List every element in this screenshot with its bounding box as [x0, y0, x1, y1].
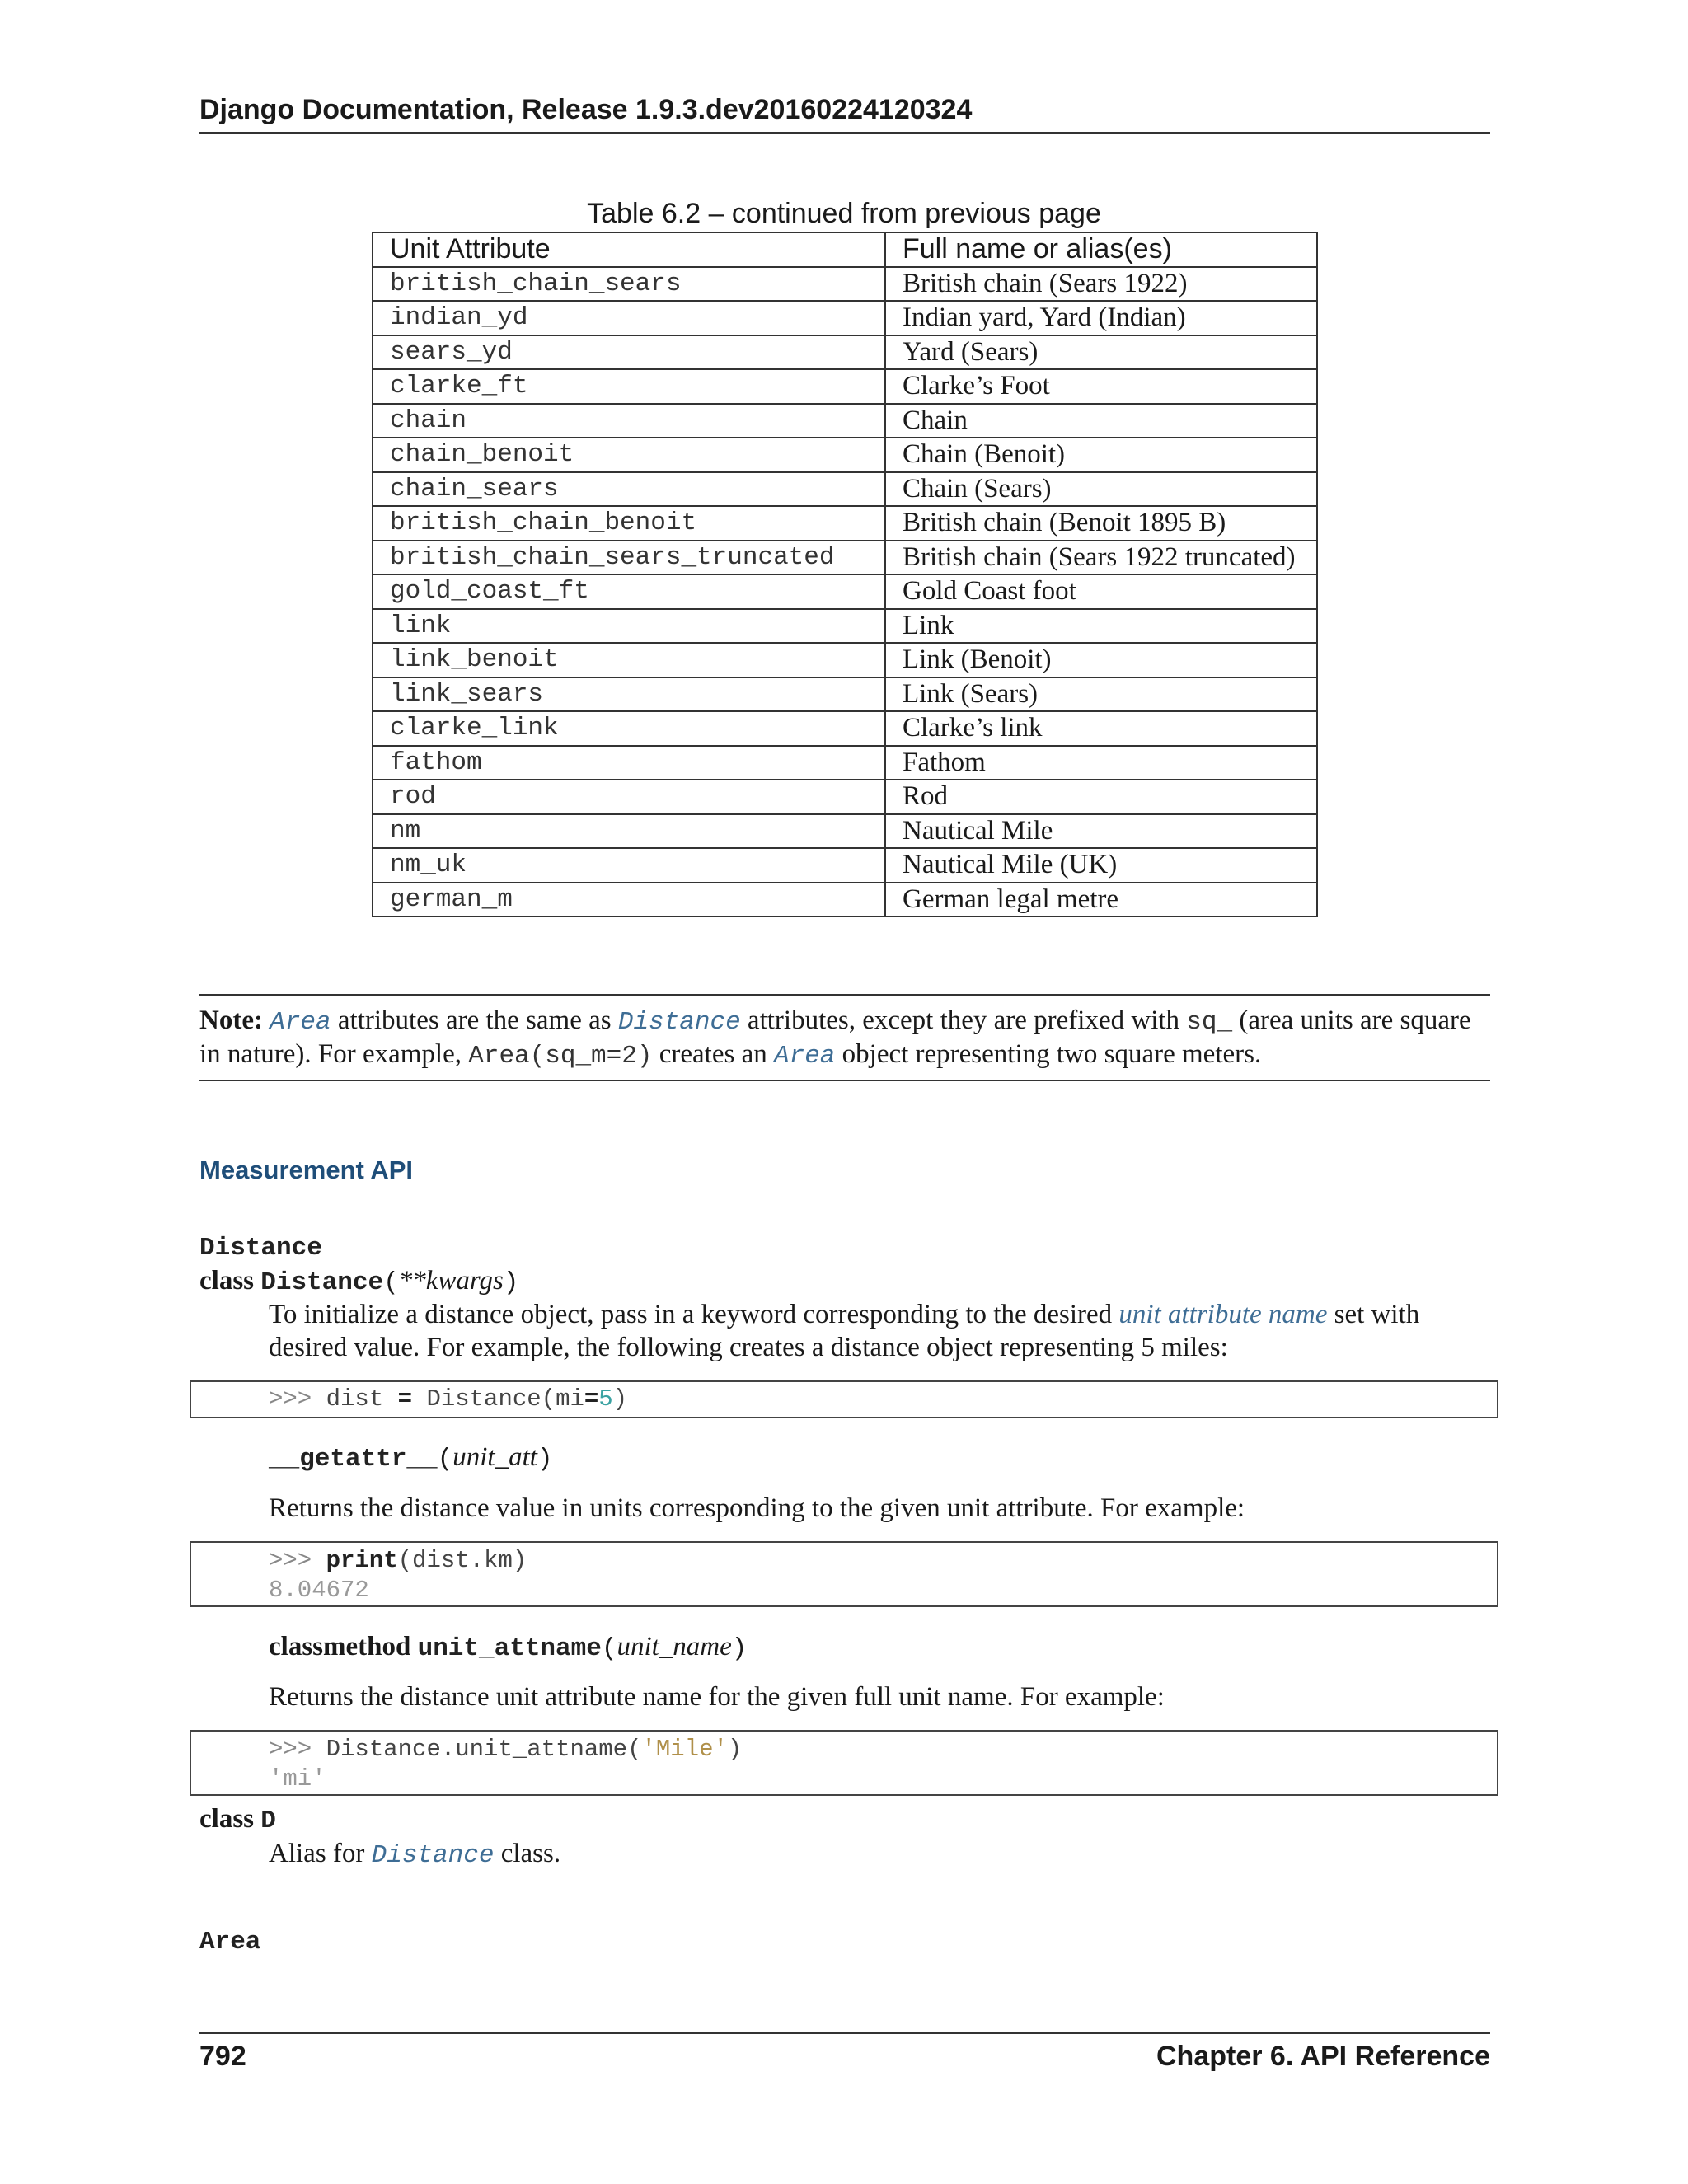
- desc-text: set with desired value. For example, the following creates a distance object representing 5 miles:: [269, 1300, 1420, 1362]
- table-row: [373, 780, 1317, 814]
- code-output: 8.04672: [269, 1577, 369, 1604]
- class-keyword: class: [199, 1804, 254, 1834]
- table-row: [373, 643, 1317, 677]
- units-table: [372, 232, 1318, 917]
- full-name-cell: Link: [885, 609, 1317, 644]
- note-label: Note:: [199, 1005, 263, 1035]
- unit-attribute-cell: chain_benoit: [373, 438, 885, 472]
- code-operator: =: [397, 1385, 413, 1413]
- unit-attribute-cell: link_benoit: [373, 643, 885, 677]
- table-row: [373, 609, 1317, 644]
- full-name-cell: Indian yard, Yard (Indian): [885, 301, 1317, 335]
- table-row: [373, 574, 1317, 609]
- distance-link[interactable]: Distance: [617, 1008, 741, 1037]
- area-title: Area: [199, 1928, 261, 1957]
- full-name-cell: Clarke’s link: [885, 711, 1317, 746]
- table-body: [373, 267, 1317, 917]
- code-text: (dist.km): [397, 1547, 528, 1574]
- method-name: __getattr__: [269, 1445, 438, 1474]
- page-footer: [199, 2032, 1490, 2082]
- note-text: attributes, except they are prefixed with: [740, 1005, 1187, 1035]
- note-text: attributes are the same as: [331, 1005, 618, 1035]
- unit-attname-signature: [269, 1632, 747, 1663]
- code-prompt: >>>: [269, 1547, 326, 1574]
- note-box: [199, 994, 1490, 1081]
- getattr-description: Returns the distance value in units corresponding to the given unit attribute. For example:: [269, 1493, 1245, 1523]
- code-operator: =: [584, 1385, 599, 1413]
- method-name: unit_attname: [417, 1634, 602, 1663]
- table-row: [373, 335, 1317, 370]
- unit-attribute-cell: german_m: [373, 883, 885, 917]
- code-text: dist: [326, 1385, 398, 1413]
- table-row: [373, 438, 1317, 472]
- code-text: Distance.unit_attname(: [326, 1736, 642, 1763]
- unit-attribute-cell: fathom: [373, 746, 885, 780]
- column-header-unit-attribute: Unit Attribute: [373, 232, 885, 267]
- full-name-cell: Clarke’s Foot: [885, 369, 1317, 404]
- alias-description: [269, 1837, 560, 1872]
- code-prompt: >>>: [269, 1736, 326, 1763]
- table-row: [373, 301, 1317, 335]
- unit-attribute-cell: british_chain_benoit: [373, 506, 885, 541]
- classmethod-keyword: classmethod: [269, 1632, 411, 1661]
- sig-paren: ): [503, 1268, 519, 1297]
- unit-attribute-cell: nm_uk: [373, 848, 885, 883]
- unit-attribute-name-link[interactable]: unit attribute name: [1118, 1300, 1328, 1329]
- method-args: unit_name: [617, 1632, 732, 1661]
- distance-signature: [199, 1264, 518, 1300]
- unit-attribute-cell: link_sears: [373, 677, 885, 712]
- table-row: [373, 814, 1317, 849]
- code-number: 5: [598, 1385, 613, 1413]
- page-number: 792: [199, 2041, 246, 2072]
- unit-attribute-cell: chain: [373, 404, 885, 438]
- code-block: [190, 1380, 1498, 1418]
- full-name-cell: Nautical Mile (UK): [885, 848, 1317, 883]
- desc-text: class.: [494, 1839, 561, 1868]
- full-name-cell: Chain: [885, 404, 1317, 438]
- table-row: [373, 711, 1317, 746]
- desc-text: To initialize a distance object, pass in a keyword corresponding to the desired: [269, 1300, 1119, 1329]
- code-block: [190, 1730, 1498, 1796]
- class-name: D: [260, 1807, 276, 1835]
- method-args: unit_att: [452, 1442, 537, 1472]
- note-text: object representing two square meters.: [835, 1039, 1262, 1069]
- table-row: [373, 541, 1317, 575]
- column-header-full-name: Full name or alias(es): [885, 232, 1317, 267]
- code-block: [190, 1541, 1498, 1607]
- table-caption: Table 6.2 – continued from previous page: [587, 198, 1101, 229]
- sig-paren: (: [437, 1445, 453, 1474]
- sig-paren: ): [537, 1445, 553, 1474]
- page-header: [199, 92, 1490, 134]
- class-keyword: class: [199, 1266, 254, 1296]
- unit-attribute-cell: clarke_link: [373, 711, 885, 746]
- unit-attribute-cell: gold_coast_ft: [373, 574, 885, 609]
- table-row: [373, 883, 1317, 917]
- sq-prefix-code: sq_: [1186, 1008, 1233, 1037]
- table-row: [373, 746, 1317, 780]
- unit-attname-description: Returns the distance unit attribute name for the given full unit name. For example:: [269, 1682, 1165, 1712]
- code-text: Distance(mi: [412, 1385, 584, 1413]
- table-row: [373, 369, 1317, 404]
- unit-attribute-cell: indian_yd: [373, 301, 885, 335]
- unit-attribute-cell: british_chain_sears_truncated: [373, 541, 885, 575]
- sig-paren: (: [601, 1634, 617, 1663]
- full-name-cell: British chain (Sears 1922): [885, 267, 1317, 302]
- sig-paren: (: [383, 1268, 399, 1297]
- distance-title: Distance: [199, 1234, 322, 1263]
- table-row: [373, 404, 1317, 438]
- section-heading: Measurement API: [199, 1155, 413, 1184]
- full-name-cell: German legal metre: [885, 883, 1317, 917]
- table-row: [373, 267, 1317, 302]
- full-name-cell: Nautical Mile: [885, 814, 1317, 849]
- table-row: [373, 506, 1317, 541]
- area-link[interactable]: Area: [270, 1008, 331, 1037]
- code-text: ): [612, 1385, 628, 1413]
- full-name-cell: Gold Coast foot: [885, 574, 1317, 609]
- area-example-code: Area(sq_m=2): [468, 1042, 653, 1071]
- unit-attribute-cell: nm: [373, 814, 885, 849]
- alias-signature: [199, 1804, 276, 1835]
- unit-attribute-cell: chain_sears: [373, 472, 885, 507]
- full-name-cell: Chain (Sears): [885, 472, 1317, 507]
- full-name-cell: Fathom: [885, 746, 1317, 780]
- table-header-row: [373, 232, 1317, 267]
- full-name-cell: Link (Sears): [885, 677, 1317, 712]
- class-name: Distance: [260, 1268, 384, 1297]
- sig-args: **kwargs: [398, 1266, 504, 1296]
- distance-description: [269, 1298, 1490, 1364]
- unit-attribute-cell: british_chain_sears: [373, 267, 885, 302]
- header-title: Django Documentation, Release 1.9.3.dev20160224120324: [199, 94, 973, 125]
- full-name-cell: Link (Benoit): [885, 643, 1317, 677]
- full-name-cell: Yard (Sears): [885, 335, 1317, 370]
- code-keyword: print: [326, 1547, 398, 1574]
- unit-attribute-cell: link: [373, 609, 885, 644]
- unit-attribute-cell: clarke_ft: [373, 369, 885, 404]
- note-text: creates an: [652, 1039, 774, 1069]
- chapter-title: Chapter 6. API Reference: [1156, 2041, 1490, 2072]
- table-row: [373, 472, 1317, 507]
- distance-link[interactable]: Distance: [371, 1841, 495, 1870]
- code-output: 'mi': [269, 1765, 326, 1793]
- getattr-signature: [269, 1442, 553, 1474]
- full-name-cell: Chain (Benoit): [885, 438, 1317, 472]
- unit-attribute-cell: sears_yd: [373, 335, 885, 370]
- code-prompt: >>>: [269, 1385, 326, 1413]
- code-string: 'Mile': [641, 1736, 728, 1763]
- full-name-cell: British chain (Benoit 1895 B): [885, 506, 1317, 541]
- note-text: (area units are square in nature). For example,: [199, 1005, 1471, 1069]
- table-row: [373, 677, 1317, 712]
- code-text: ): [727, 1736, 743, 1763]
- full-name-cell: Rod: [885, 780, 1317, 814]
- desc-text: Alias for: [269, 1839, 372, 1868]
- full-name-cell: British chain (Sears 1922 truncated): [885, 541, 1317, 575]
- sig-paren: ): [731, 1634, 748, 1663]
- unit-attribute-cell: rod: [373, 780, 885, 814]
- table-row: [373, 848, 1317, 883]
- area-link[interactable]: Area: [773, 1042, 836, 1071]
